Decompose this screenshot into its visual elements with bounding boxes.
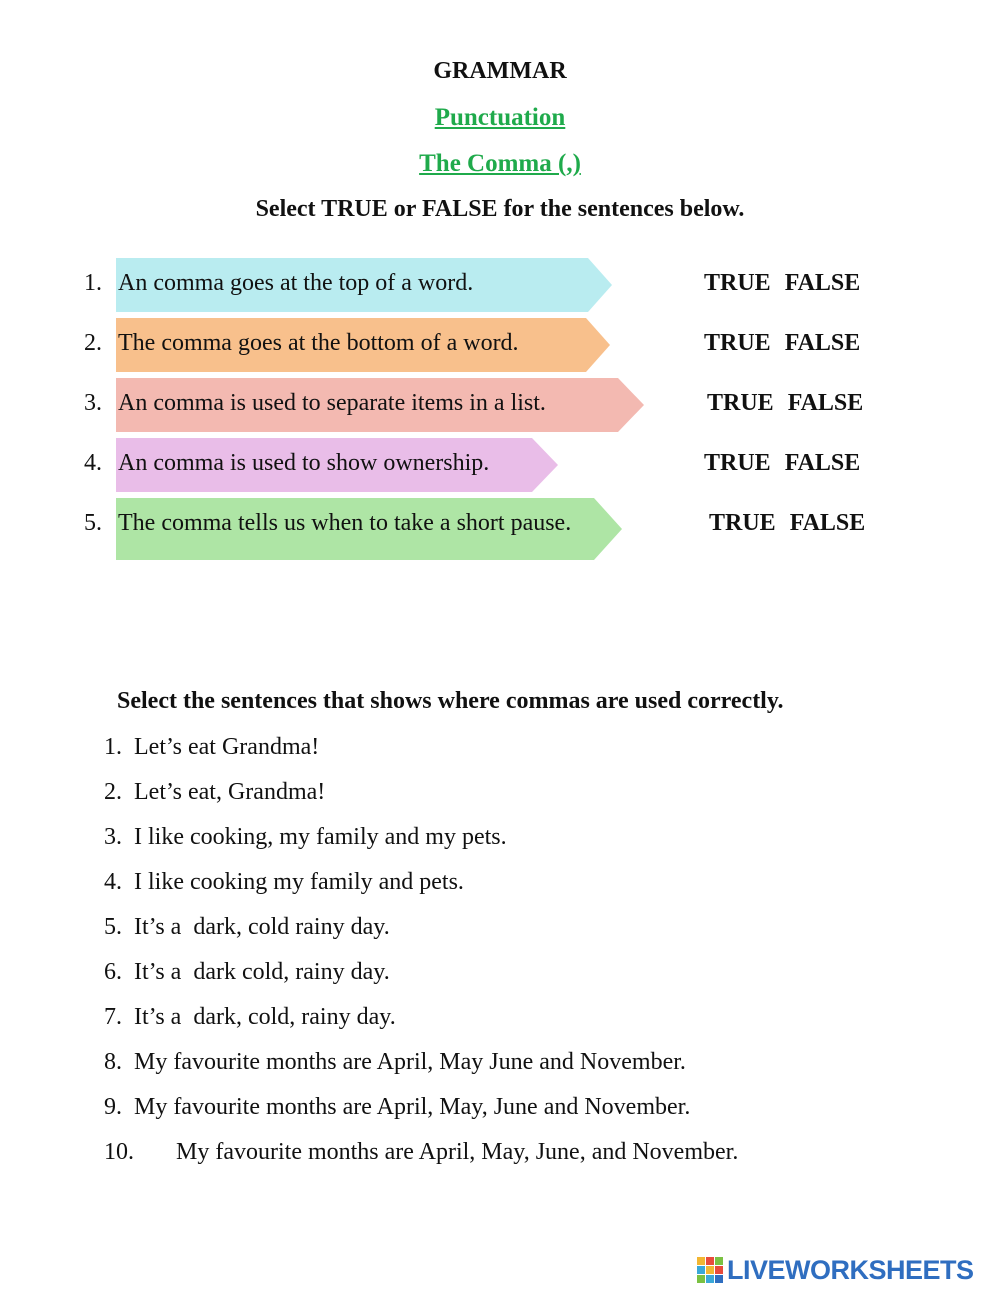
option-number: 2.: [104, 779, 122, 805]
tf-number: 5.: [84, 510, 102, 536]
true-option[interactable]: TRUE: [704, 450, 771, 476]
option-text: Let’s eat, Grandma!: [134, 779, 326, 805]
tf-statement: The comma goes at the bottom of a word.: [118, 330, 519, 356]
tf-statement: An comma is used to separate items in a list.: [118, 390, 546, 416]
sentence-option-1[interactable]: [104, 734, 319, 761]
option-text: Let’s eat Grandma!: [134, 734, 320, 760]
tf-statement: An comma goes at the top of a word.: [118, 270, 474, 296]
tf-row-3: [0, 378, 1000, 432]
worksheet-topic: The Comma (,): [419, 150, 581, 177]
option-text: My favourite months are April, May June and November.: [134, 1049, 686, 1075]
option-number: 5.: [104, 914, 122, 940]
sentence-option-9[interactable]: [104, 1094, 690, 1121]
sentence-option-2[interactable]: [104, 779, 325, 806]
option-number: 6.: [104, 959, 122, 985]
true-option[interactable]: TRUE: [704, 270, 771, 296]
selection-instruction: Select the sentences that shows where commas are used correctly.: [117, 688, 784, 714]
false-option[interactable]: FALSE: [787, 390, 864, 416]
tf-options: [707, 390, 863, 417]
option-number: 10.: [104, 1139, 134, 1165]
false-option[interactable]: FALSE: [784, 450, 861, 476]
false-option[interactable]: FALSE: [789, 510, 866, 536]
sentence-option-4[interactable]: [104, 869, 464, 896]
sentence-option-10[interactable]: [104, 1139, 738, 1166]
false-option[interactable]: FALSE: [784, 270, 861, 296]
option-number: 3.: [104, 824, 122, 850]
option-number: 7.: [104, 1004, 122, 1030]
true-false-instruction: Select TRUE or FALSE for the sentences below.: [255, 196, 745, 222]
tf-number: 3.: [84, 390, 102, 416]
tf-number: 1.: [84, 270, 102, 296]
worksheet-title: GRAMMAR: [433, 58, 567, 84]
tf-options: [704, 270, 860, 297]
liveworksheets-logo-icon: [697, 1257, 723, 1283]
option-text: My favourite months are April, May, June, and November.: [176, 1139, 739, 1165]
tf-options: [704, 450, 860, 477]
option-text: I like cooking my family and pets.: [134, 869, 464, 895]
tf-number: 2.: [84, 330, 102, 356]
option-number: 9.: [104, 1094, 122, 1120]
option-number: 4.: [104, 869, 122, 895]
option-text: It’s a dark cold, rainy day.: [134, 959, 390, 985]
option-text: I like cooking, my family and my pets.: [134, 824, 507, 850]
sentence-option-3[interactable]: [104, 824, 507, 851]
sentence-option-8[interactable]: [104, 1049, 686, 1076]
tf-row-1: [0, 258, 1000, 312]
tf-options: [709, 510, 865, 537]
tf-row-5: [0, 498, 1000, 560]
sentence-option-7[interactable]: [104, 1004, 396, 1031]
liveworksheets-logo-text: LIVEWORKSHEETS: [727, 1255, 974, 1285]
option-text: My favourite months are April, May, June and November.: [134, 1094, 691, 1120]
tf-number: 4.: [84, 450, 102, 476]
option-number: 8.: [104, 1049, 122, 1075]
sentence-option-5[interactable]: [104, 914, 390, 941]
tf-statement: An comma is used to show ownership.: [118, 450, 490, 476]
true-option[interactable]: TRUE: [704, 330, 771, 356]
sentence-option-6[interactable]: [104, 959, 390, 986]
option-number: 1.: [104, 734, 122, 760]
worksheet-subtitle: Punctuation: [434, 104, 566, 131]
true-option[interactable]: TRUE: [707, 390, 774, 416]
option-text: It’s a dark, cold, rainy day.: [134, 1004, 396, 1030]
option-text: It’s a dark, cold rainy day.: [134, 914, 390, 940]
tf-statement: The comma tells us when to take a short pause.: [118, 510, 572, 536]
false-option[interactable]: FALSE: [784, 330, 861, 356]
tf-row-4: [0, 438, 1000, 492]
tf-row-2: [0, 318, 1000, 372]
true-option[interactable]: TRUE: [709, 510, 776, 536]
tf-options: [704, 330, 860, 357]
